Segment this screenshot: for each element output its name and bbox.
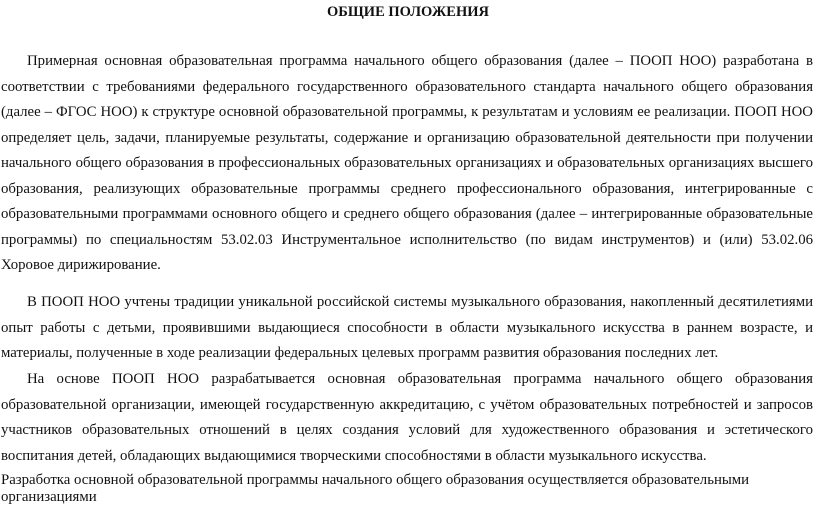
document-heading: ОБЩИЕ ПОЛОЖЕНИЯ [327,4,489,20]
paragraph-development-basis: На основе ПООП НОО разрабатывается основная образовательная программа начального общего образования образовательной организации, имеющей государственную аккредитацию, с учётом образовательных потребностей и запросов участников образовательных отношений в целях создания условий для художественного образования и эстетического воспитания детей, обладающих выдающимися творческими способностями в области музыкального искусства. [1,371,813,464]
paragraph-development-process: Разработка основной образовательной программы начального общего образования осуществляется образовательными организациями [1,472,750,505]
paragraph-purpose: Примерная основная образовательная программа начального общего образования (далее – ПООП НОО) разработана в соответствии с требованиями федерального государственного образовательного стандарта начального общего образования (далее – ФГОС НОО) к структуре основной образовательной программы, к результатам и условиям ее реализации. ПООП НОО определяет цель, задачи, планируемые результаты, содержание и организацию образовательной деятельности при получении начального общего образования в профессиональных образовательных организациях и образовательных организациях высшего образования, реализующих образовательные программы среднего профессионального образования, интегрированные с образовательными программами основного общего и среднего общего образования (далее – интегрированные образовательные программы) по специальностям 53.02.03 Инструментальное исполнительство (по видам инструментов) и (или) 53.02.06 Хоровое дирижирование. [1,53,813,273]
paragraph-traditions: В ПООП НОО учтены традиции уникальной российской системы музыкального образования, накопленный десятилетиями опыт работы с детьми, проявившими выдающиеся способности в области музыкального искусства в раннем возрасте, и материалы, полученные в ходе реализации федеральных целевых программ развития образования последних лет. [1,294,813,361]
